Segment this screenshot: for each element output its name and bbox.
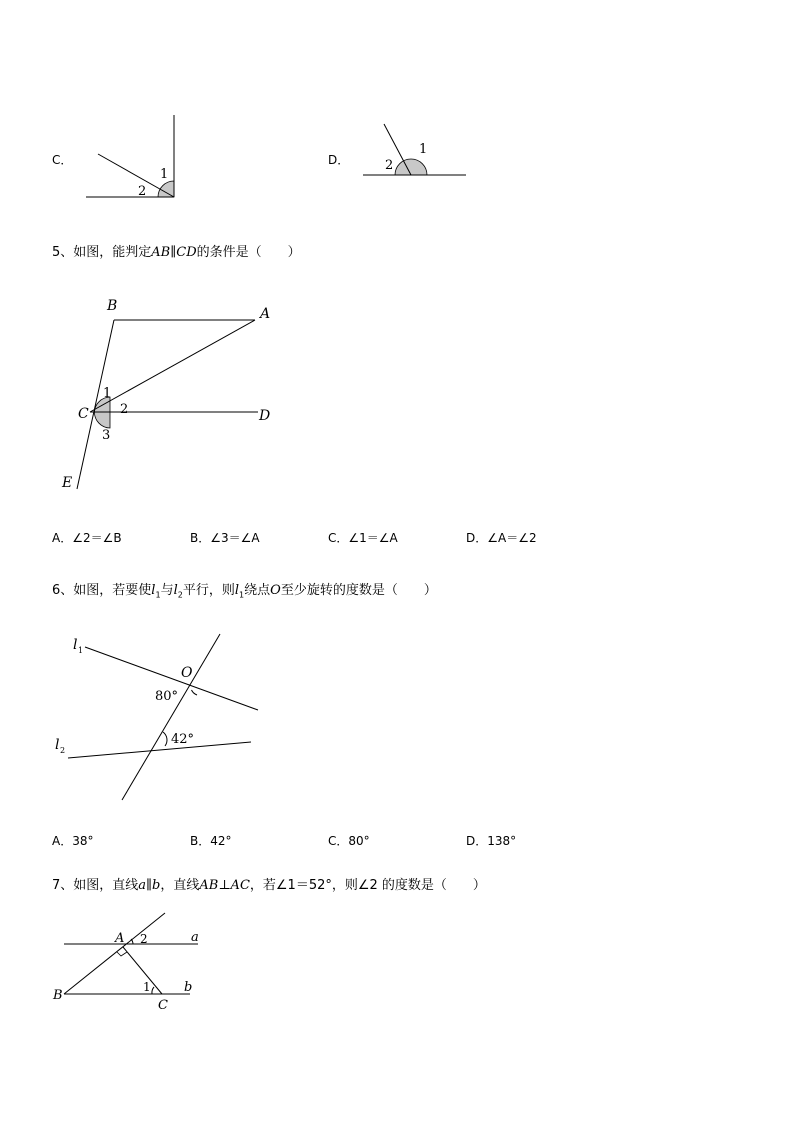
math-l1: l: [151, 583, 156, 598]
question-6: [52, 579, 437, 600]
option-text: ∠1＝∠A: [348, 531, 398, 545]
math-l1: l: [234, 583, 240, 598]
question-7: [52, 874, 486, 893]
q5-figure: [55, 292, 285, 497]
angle42-arc: [163, 732, 167, 746]
angle2-arc: [131, 939, 133, 944]
angle2-label: 2: [140, 932, 148, 946]
q6-option-b: [190, 832, 232, 849]
math-l1-sub: 1: [155, 590, 161, 600]
q5-option-d: [466, 529, 537, 546]
angle80-arc: [192, 690, 198, 695]
transversal: [122, 634, 220, 800]
point-A-label: A: [115, 931, 125, 946]
line-l2: [68, 742, 251, 758]
option-text: 138°: [487, 834, 517, 848]
math-point: O: [270, 583, 281, 598]
option-d-figure: [360, 118, 470, 183]
point-B-label: B: [53, 988, 63, 1003]
angle80-label: 80°: [155, 689, 179, 704]
line-b-label: b: [184, 980, 193, 995]
question-text: 绕点: [244, 583, 271, 598]
angle1-label: 1: [419, 142, 428, 157]
angle2-label: 2: [120, 402, 129, 417]
math-expression: a∥b: [138, 878, 161, 893]
question-text: ，直线: [160, 878, 200, 893]
angle1-label: 1: [160, 167, 169, 182]
point-A-label: A: [260, 306, 271, 322]
angle-arc: [395, 159, 427, 175]
right-angle-mark: [117, 952, 127, 956]
angle2-label: 2: [385, 158, 394, 173]
question-text-end: 的条件是（ ）: [196, 245, 301, 260]
option-label: B．: [190, 531, 211, 545]
option-label: A．: [52, 531, 73, 545]
l2-label: l: [55, 737, 60, 753]
option-text: 38°: [72, 834, 94, 848]
l1-sub-label: 1: [78, 646, 84, 655]
q6-figure: [50, 632, 270, 807]
option-label: A．: [52, 834, 73, 848]
option-label: C．: [328, 834, 349, 848]
option-label: C．: [328, 531, 349, 545]
question-text: 如图，能判定: [73, 245, 152, 260]
option-d-label: D．: [328, 153, 350, 167]
math-l2-sub: 2: [177, 590, 183, 600]
point-D-label: D: [259, 408, 271, 424]
l2-sub-label: 2: [60, 746, 66, 755]
angle2-label: 2: [138, 184, 147, 199]
point-C-label: C: [158, 998, 168, 1013]
question-text: 如图，直线: [73, 878, 139, 893]
option-label: B．: [190, 834, 211, 848]
line-a-label: a: [191, 930, 199, 945]
question-text-end: 至少旋转的度数是（ ）: [280, 583, 437, 598]
angle1-label: 1: [103, 386, 112, 401]
option-text: ∠3＝∠A: [210, 531, 260, 545]
option-label: D．: [466, 531, 488, 545]
question-number: 5、: [52, 245, 74, 260]
point-C-label: C: [78, 406, 89, 422]
point-B-label: B: [107, 298, 118, 314]
angle3-label: 3: [102, 428, 111, 443]
q5-option-c: [328, 529, 398, 546]
question-5: [52, 241, 301, 260]
question-text: 如图，若要使: [73, 583, 152, 598]
option-c-figure: [80, 110, 190, 205]
option-label: D．: [466, 834, 488, 848]
option-text: ∠2＝∠B: [72, 531, 122, 545]
question-number: 6、: [52, 583, 74, 598]
option-text: ∠A＝∠2: [487, 531, 537, 545]
math-expression: AB⊥AC: [199, 878, 250, 893]
q7-figure: [50, 908, 210, 1018]
option-text: 80°: [348, 834, 370, 848]
math-l1-sub: 1: [239, 590, 245, 600]
q6-option-d: [466, 832, 516, 849]
math-expression: AB∥CD: [151, 245, 197, 260]
point-E-label: E: [62, 475, 73, 491]
math-l2: l: [173, 583, 178, 598]
segment-CA: [90, 320, 255, 412]
question-text: 平行，则: [182, 583, 235, 598]
q6-option-a: [52, 832, 94, 849]
option-text: 42°: [210, 834, 232, 848]
angle42-label: 42°: [171, 732, 195, 747]
q6-option-c: [328, 832, 370, 849]
point-O-label: O: [181, 665, 193, 681]
angle1-label: 1: [143, 980, 151, 994]
question-number: 7、: [52, 878, 74, 893]
angle1-arc: [152, 987, 154, 994]
q5-option-b: [190, 529, 260, 546]
q5-option-a: [52, 529, 122, 546]
question-text-end: ，若∠1＝52°，则∠2 的度数是（ ）: [249, 878, 486, 893]
option-c-label: C．: [52, 153, 73, 167]
l1-label: l: [73, 637, 78, 653]
question-text: 与: [160, 583, 174, 598]
